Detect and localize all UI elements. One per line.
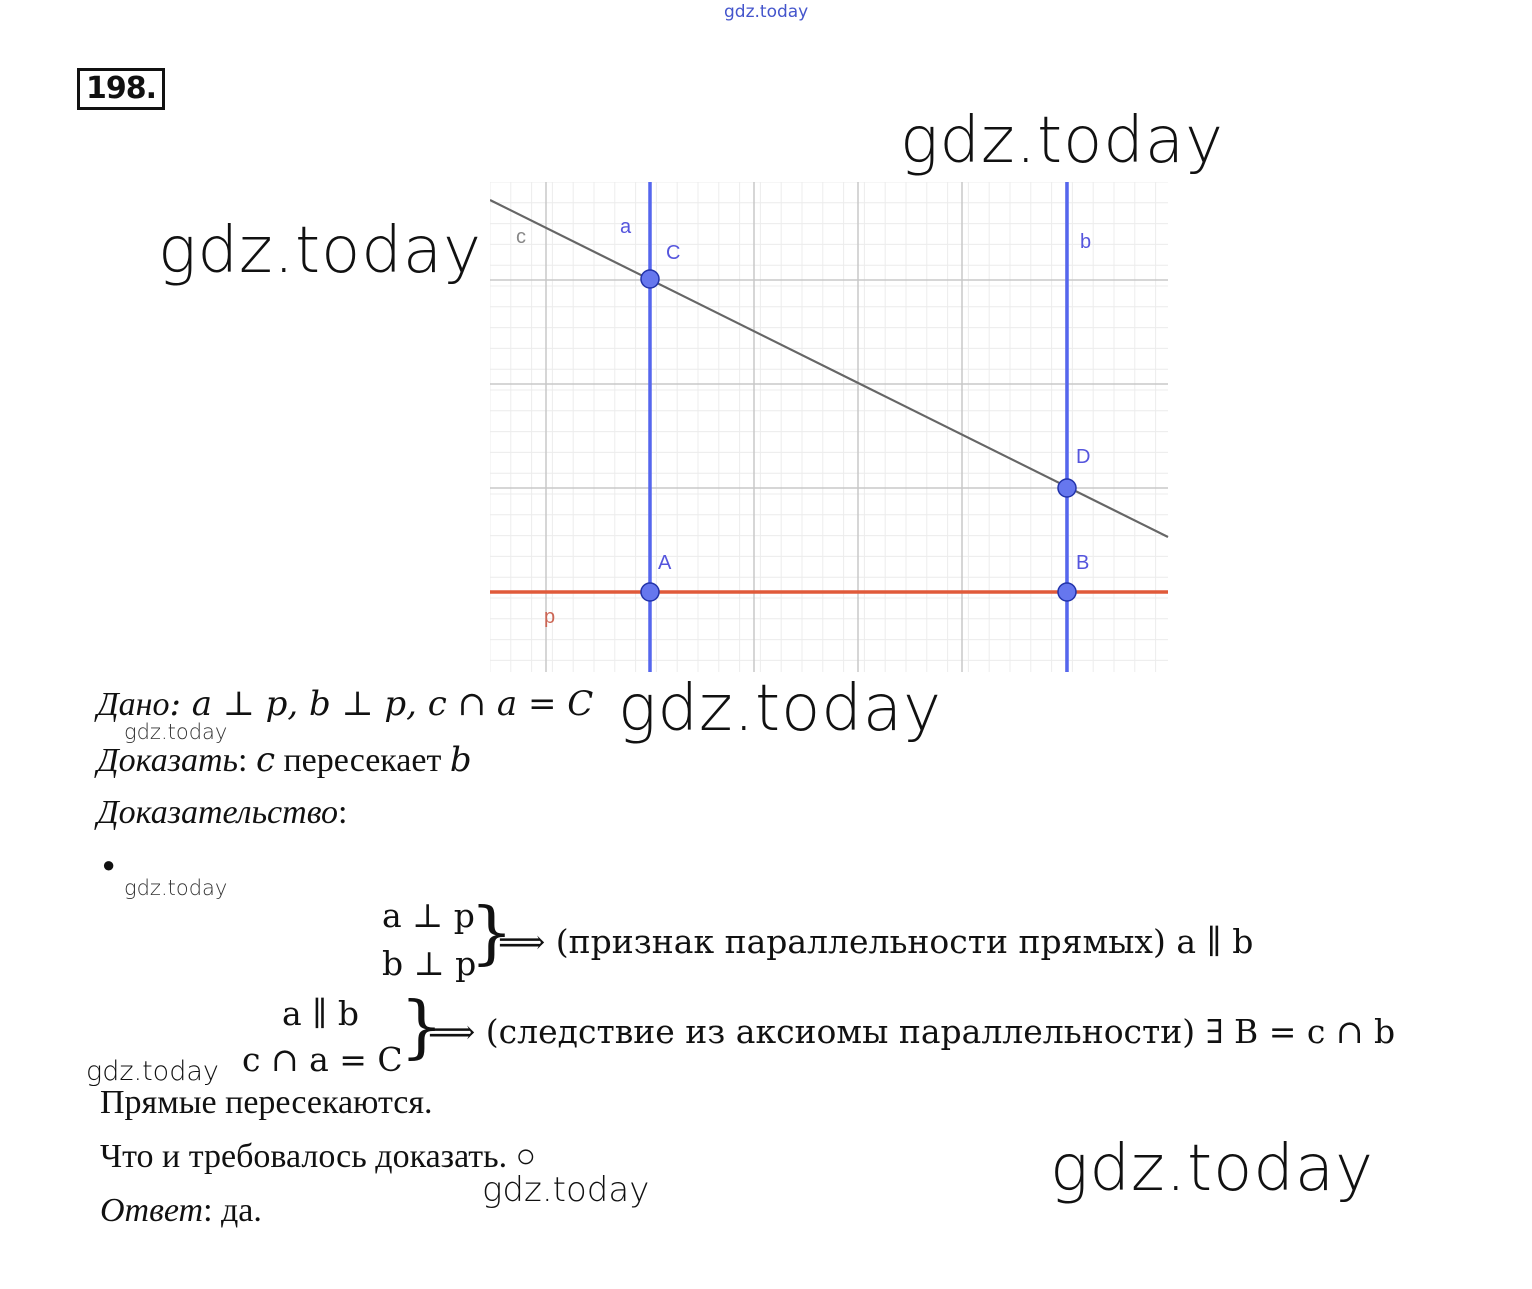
proof-label: Доказательство — [97, 794, 339, 831]
answer-line — [100, 1192, 262, 1230]
step1-brace: } — [470, 894, 514, 973]
label-line-b: b — [1080, 231, 1092, 253]
answer-value: : да. — [203, 1192, 262, 1229]
step1-line1: a ⊥ p — [382, 896, 475, 935]
conclusion: Прямые пересекаются. — [100, 1084, 433, 1121]
prove-c: c — [255, 740, 275, 780]
point-C — [641, 270, 659, 288]
watermark-large: gdz.today — [158, 214, 482, 288]
label-point-B: B — [1076, 552, 1090, 574]
label-point-C: C — [666, 242, 681, 264]
step1-line2: b ⊥ p — [382, 944, 477, 983]
step1-result: ⟹ (признак параллельности прямых) a ∥ b — [498, 922, 1254, 961]
step2-line1: a ∥ b — [282, 994, 360, 1033]
label-point-D: D — [1076, 446, 1091, 468]
point-D — [1058, 479, 1076, 497]
proof-line — [97, 794, 347, 832]
given-line — [97, 684, 593, 724]
prove-mid: пересекает — [274, 742, 450, 779]
prove-line — [97, 740, 472, 780]
watermark-large: gdz.today — [900, 104, 1224, 178]
qed: Что и требовалось доказать. ○ — [100, 1138, 537, 1175]
watermark-medium: gdz.today — [482, 1170, 650, 1210]
step2-brace: } — [400, 988, 444, 1067]
given-math: : a ⊥ p, b ⊥ p, c ∩ a = C — [169, 684, 594, 724]
point-A — [641, 583, 659, 601]
proof-colon: : — [338, 794, 348, 831]
label-line-c: c — [516, 226, 526, 248]
given-label: Дано — [97, 686, 170, 723]
prove-sep: : — [237, 742, 256, 779]
answer-label: Ответ — [100, 1192, 204, 1229]
watermark-small: gdz.today — [124, 876, 228, 900]
label-line-a: a — [620, 216, 632, 238]
step2-line2: c ∩ a = C — [242, 1040, 403, 1079]
watermark-small: gdz.today — [86, 1056, 219, 1087]
label-point-A: A — [658, 552, 672, 574]
watermark-small: gdz.today — [124, 720, 228, 744]
label-line-p: p — [544, 606, 556, 628]
watermark-top: gdz.today — [724, 2, 809, 22]
step2-result: ⟹ (следствие из аксиомы параллельности) ∃ B = c ∩ b — [428, 1012, 1396, 1051]
watermark-large: gdz.today — [1050, 1132, 1374, 1206]
prove-b: b — [449, 740, 472, 780]
prove-label: Доказать — [97, 742, 238, 779]
geometry-figure — [490, 182, 1170, 677]
problem-number: 198. — [77, 68, 165, 110]
watermark-large: gdz.today — [618, 672, 942, 746]
bullet: ● — [102, 852, 116, 877]
point-B — [1058, 583, 1076, 601]
